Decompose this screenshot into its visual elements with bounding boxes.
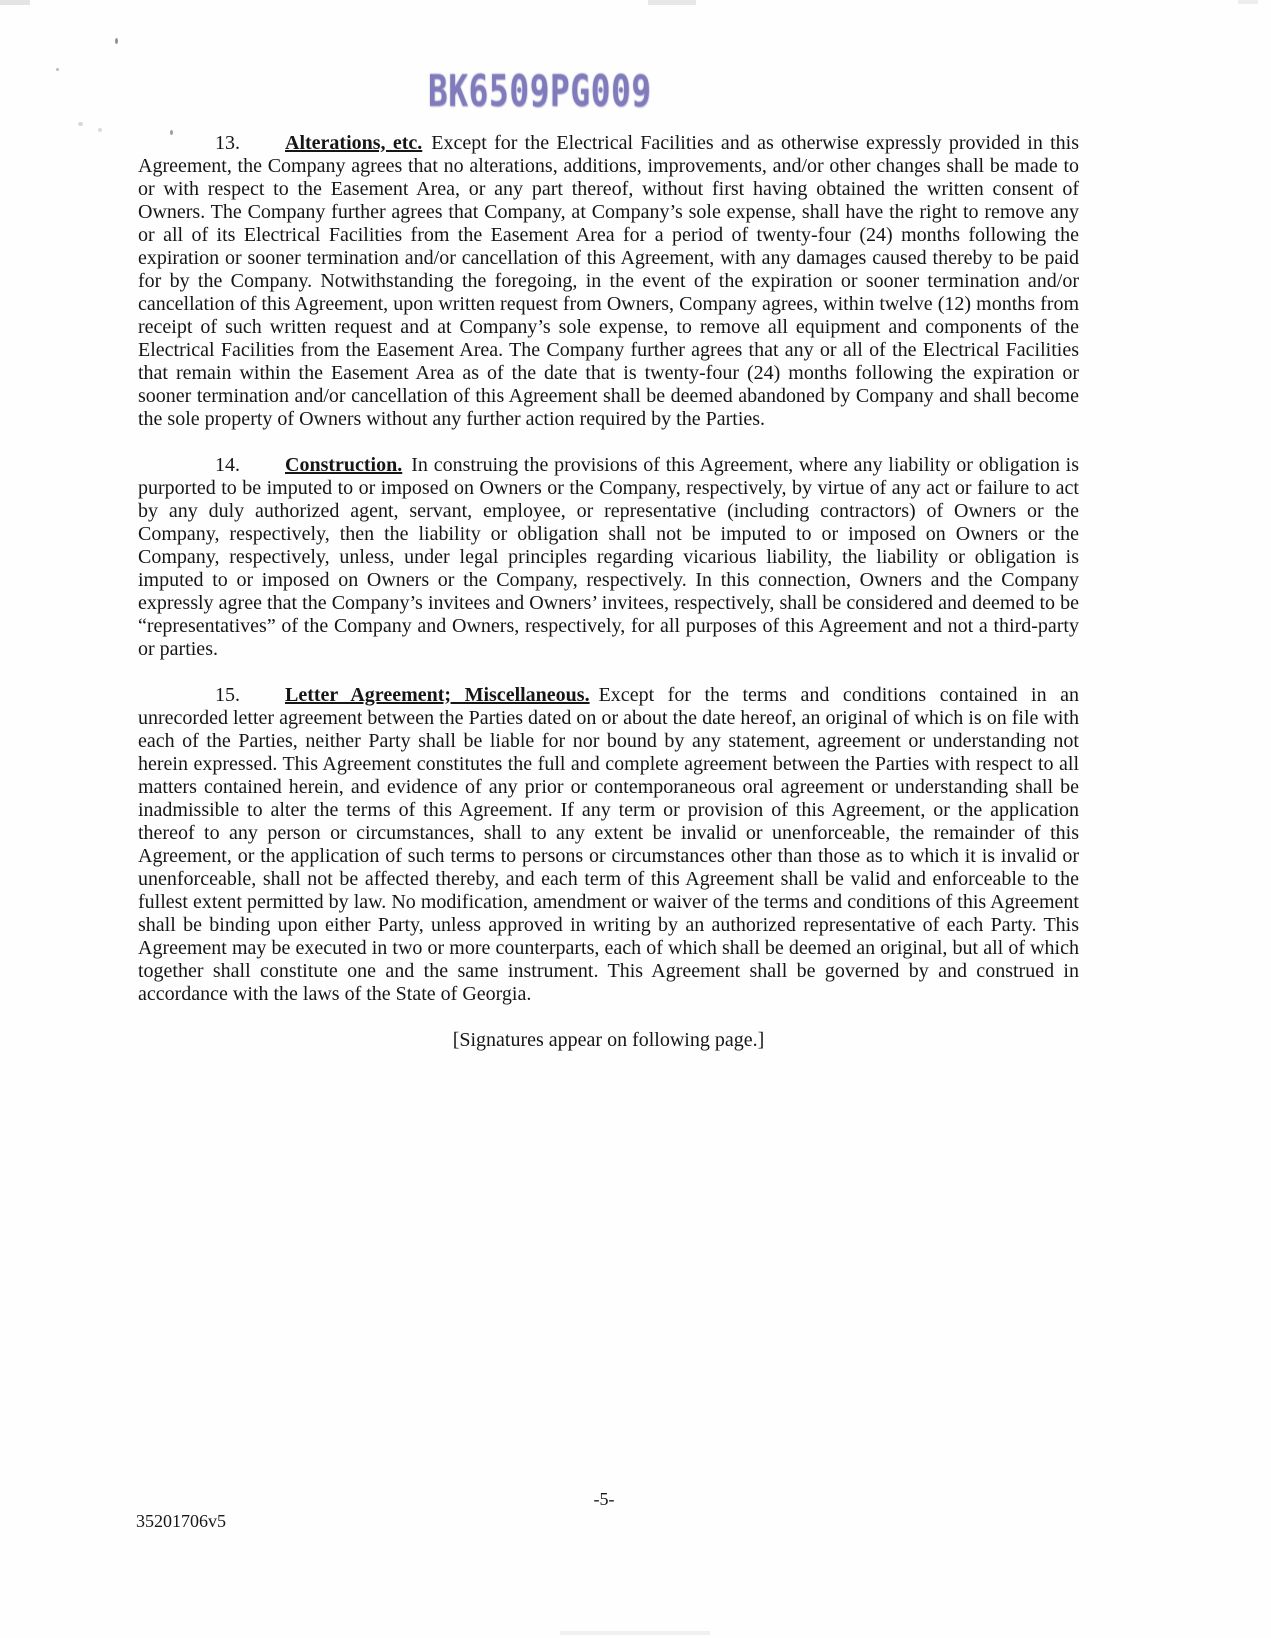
- section-body-text: Except for the Electrical Facilities and as otherwise expressly provided in this Agreement, the Company agrees that no alterations, additions, improvements, and/or other changes shall be made to or with respect to the Easement Area, or any part thereof, without first having obtained the written consent of Owners. The Company further agrees that Company, at Company’s sole expense, shall have the right to remove any or all of its Electrical Facilities from the Easement Area for a period of twenty-four (24) months following the expiration or sooner termination and/or cancellation of this Agreement, with any damages caused thereby to be paid for by the Company. Notwithstanding the foregoing, in the event of the expiration or sooner termination and/or cancellation of this Agreement, upon written request from Owners, Company agrees, within twelve (12) months from receipt of such written request and at Company’s sole expense, to remove all equipment and components of the Electrical Facilities from the Easement Area. The Company further agrees that any or all of the Electrical Facilities that remain within the Easement Area as of the date that is twenty-four (24) months following the expiration or sooner termination and/or cancellation of this Agreement shall be deemed abandoned by Company and shall become the sole property of Owners without any further action required by the Parties.: [138, 132, 1080, 430]
- document-body: [138, 132, 1079, 1052]
- section-paragraph-13: [138, 132, 1079, 431]
- recorder-book-page-stamp: BK6509PG009: [428, 66, 652, 117]
- scan-speck: [115, 38, 118, 44]
- section-heading: Construction.: [285, 454, 403, 476]
- scan-smudge: [1238, 0, 1258, 4]
- scan-speck: [98, 128, 102, 132]
- page-number: -5-: [593, 1489, 615, 1509]
- section-paragraph-14: [138, 454, 1079, 661]
- section-number: 14.: [215, 454, 240, 476]
- scan-speck: [78, 122, 83, 126]
- section-number: 13.: [215, 132, 240, 154]
- section-heading: Letter Agreement; Miscellaneous.: [285, 684, 590, 706]
- signatures-note: [Signatures appear on following page.]: [452, 1029, 765, 1051]
- scan-smudge: [0, 0, 30, 5]
- section-heading: Alterations, etc.: [285, 132, 423, 154]
- document-version-number: 35201706v5: [136, 1511, 226, 1531]
- section-paragraph-15: [138, 684, 1079, 1006]
- scan-speck: [56, 68, 59, 71]
- section-body-text: In construing the provisions of this Agreement, where any liability or obligation is purported to be imputed to or imposed on Owners or the Company, respectively, by virtue of any act or failure to act by any duly authorized agent, servant, employee, or representative (including contractors) of Owners or the Company, respectively, then the liability or obligation shall not be imputed to or imposed on Owners or the Company, respectively, unless, under legal principles regarding vicarious liability, the liability or obligation is imputed to or imposed on Owners or the Company, respectively. In this connection, Owners and the Company expressly agree that the Company’s invitees and Owners’ invitees, respectively, shall be considered and deemed to be “representatives” of the Company and Owners, respectively, for all purposes of this Agreement and not a third-party or parties.: [138, 454, 1079, 660]
- section-body-text: Except for the terms and conditions contained in an unrecorded letter agreement between the Parties dated on or about the date hereof, an original of which is on file with each of the Parties, neither Party shall be liable for nor bound by any statement, agreement or understanding not herein expressed. This Agreement constitutes the full and complete agreement between the Parties with respect to all matters contained herein, and evidence of any prior or contemporaneous oral agreement or understanding shall be inadmissible to alter the terms of this Agreement. If any term or provision of this Agreement, or the application thereof to any person or circumstances, shall to any extent be invalid or unenforceable, the remainder of this Agreement, or the application of such terms to persons or circumstances other than those as to which it is invalid or unenforceable, shall not be affected thereby, and each term of this Agreement shall be valid and enforceable to the fullest extent permitted by law. No modification, amendment or waiver of the terms and conditions of this Agreement shall be binding upon either Party, unless approved in writing by an authorized representative of each Party. This Agreement may be executed in two or more counterparts, each of which shall be deemed an original, but all of which together shall constitute one and the same instrument. This Agreement shall be governed by and construed in accordance with the laws of the State of Georgia.: [138, 684, 1079, 1005]
- scan-smudge: [648, 0, 696, 5]
- scan-smudge: [560, 1631, 710, 1635]
- section-number: 15.: [215, 684, 240, 706]
